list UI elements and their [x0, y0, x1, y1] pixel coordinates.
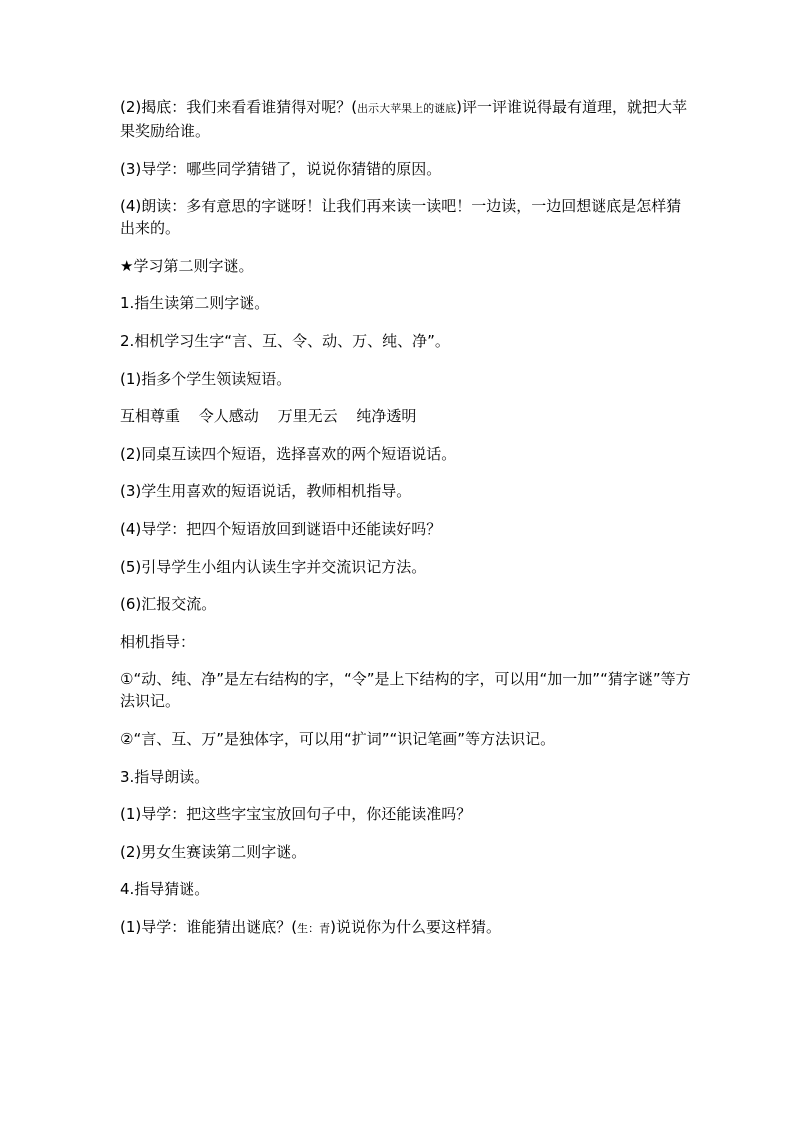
paragraph-sub-2: (2)同桌互读四个短语，选择喜欢的两个短语说话。 — [120, 444, 457, 463]
document-page — [120, 96, 695, 955]
paragraph-reveal-answer: (2)揭底：我们来看看谁猜得对呢？(出示大苹果上的谜底)评一评谁说得最有道理，就把大苹果奖励给谁。 — [120, 98, 687, 140]
paragraph-step-1: 1.指生读第二则字谜。 — [120, 294, 270, 313]
phrase-item: 令人感动 — [198, 407, 259, 426]
paragraph-step-2: 2.相机学习生字“言、互、令、动、万、纯、净”。 — [120, 331, 450, 350]
phrase-list — [120, 405, 695, 427]
paragraph-read-aloud: (4)朗读：多有意思的字谜呀！让我们再来读一读吧！一边读，一边回想谜底是怎样猜出来的。 — [120, 197, 682, 238]
paragraph-guidance-heading: 相机指导： — [120, 632, 196, 651]
paragraph-sub-5: (5)引导学生小组内认读生字并交流识记方法。 — [120, 557, 427, 576]
inline-note: 出示大苹果上的谜底 — [357, 102, 457, 115]
inline-note: 生：青 — [297, 921, 331, 935]
paragraph-sub-6: (6)汇报交流。 — [120, 595, 217, 614]
paragraph-sub-4: (4)导学：把四个短语放回到谜语中还能读好吗？ — [120, 519, 442, 538]
paragraph-wrong-guess: (3)导学：哪些同学猜错了，说说你猜错的原因。 — [120, 159, 442, 178]
paragraph-guidance-1: ①“动、纯、净”是左右结构的字，“令”是上下结构的字，可以用“加一加”“猜字谜”等方法识记。 — [120, 670, 691, 711]
paragraph-step-3: 3.指导朗读。 — [120, 767, 210, 786]
paragraph-step-4: 4.指导猜谜。 — [120, 880, 210, 899]
paragraph-guidance-2: ②“言、互、万”是独体字，可以用“扩词”“识记笔画”等方法识记。 — [120, 729, 556, 748]
paragraph-step-3-sub-1: (1)导学：把这些字宝宝放回句子中，你还能读准吗？ — [120, 805, 472, 824]
phrase-item: 万里无云 — [277, 407, 338, 426]
paragraph-sub-3: (3)学生用喜欢的短语说话，教师相机指导。 — [120, 482, 412, 501]
paragraph-step-3-sub-2: (2)男女生赛读第二则字谜。 — [120, 842, 307, 861]
phrase-item: 纯净透明 — [356, 407, 417, 426]
section-heading: ★学习第二则字谜。 — [120, 256, 254, 275]
paragraph-step-4-sub-1: (1)导学：谁能猜出谜底？(生：青)说说你为什么要这样猜。 — [120, 917, 501, 936]
paragraph-sub-1: (1)指多个学生领读短语。 — [120, 369, 292, 388]
phrase-item: 互相尊重 — [120, 407, 181, 426]
